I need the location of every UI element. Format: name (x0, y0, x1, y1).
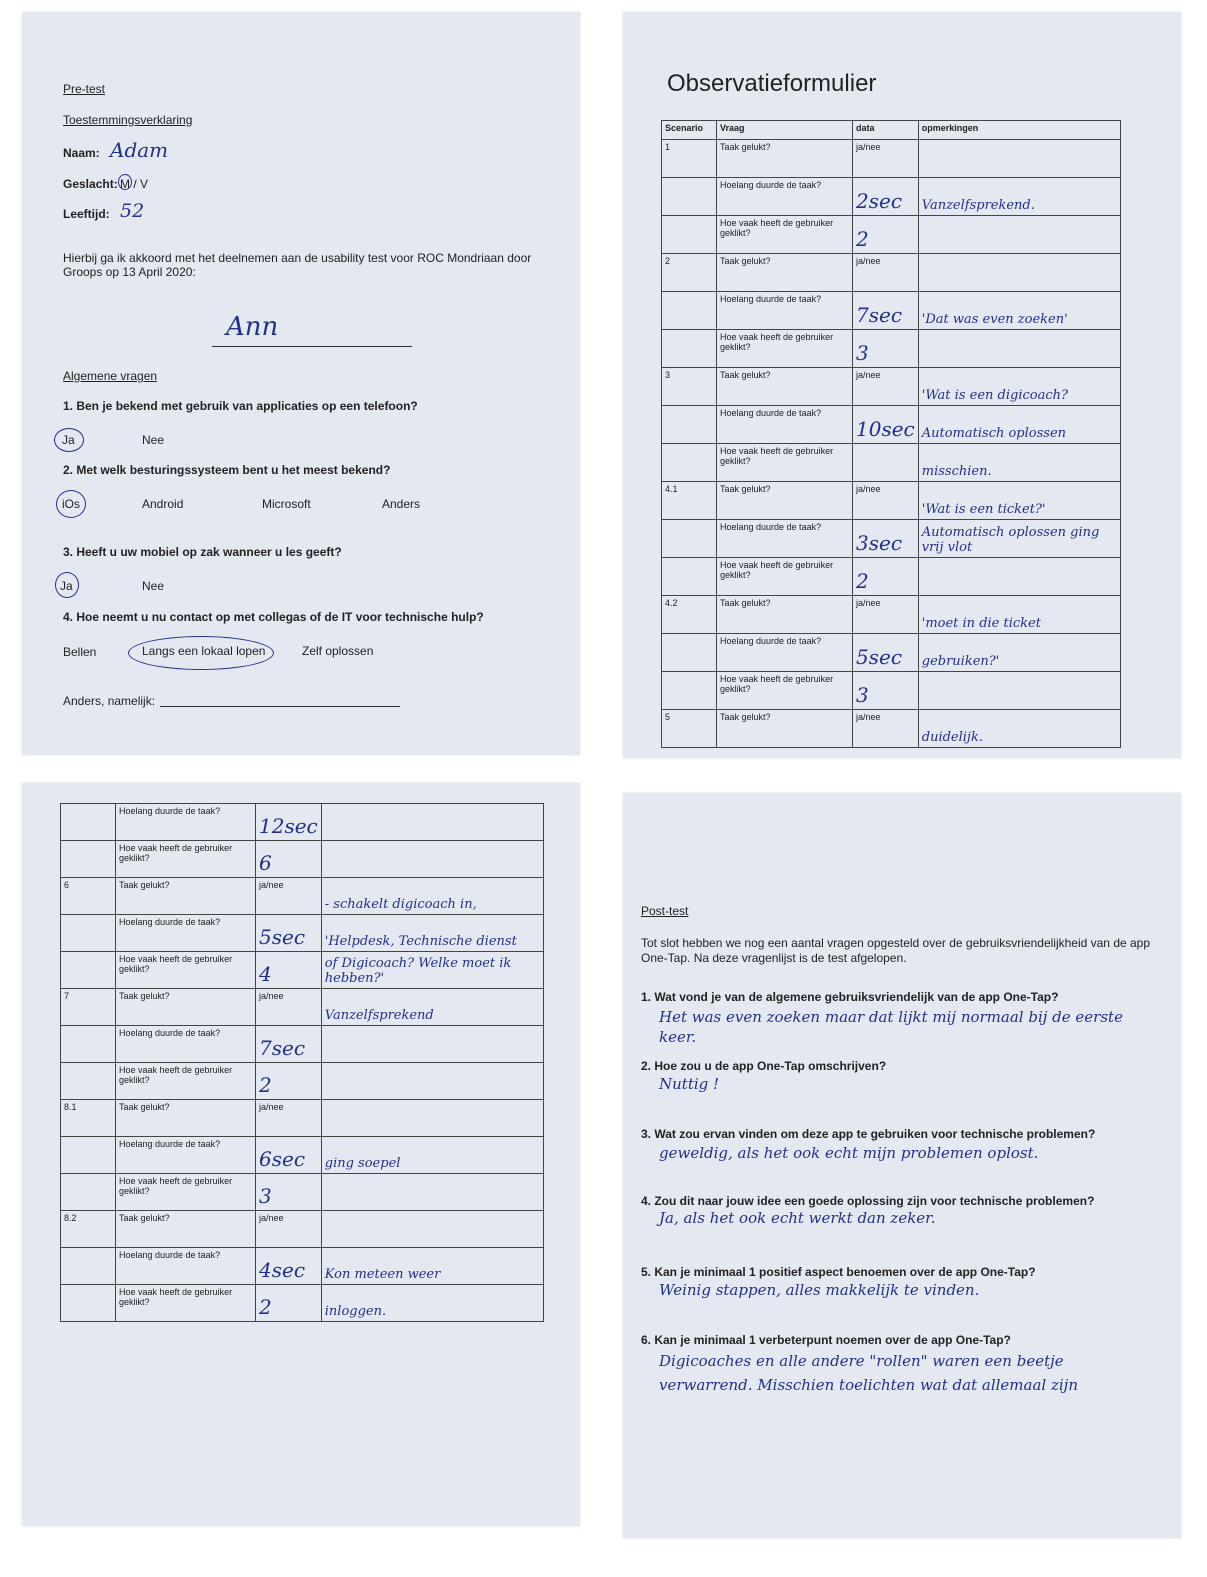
scenario-cell (61, 1137, 116, 1174)
scenario-cell: 3 (662, 368, 717, 406)
note-cell (321, 804, 543, 841)
data-cell: 2sec (853, 178, 919, 216)
table-row (61, 915, 544, 952)
q1-option-nee: Nee (142, 433, 165, 447)
question-cell: Hoe vaak heeft de gebruiker geklikt? (116, 841, 256, 878)
scenario-cell (662, 178, 717, 216)
scenario-cell: 1 (662, 140, 717, 178)
question-cell: Hoe vaak heeft de gebruiker geklikt? (717, 444, 853, 482)
header-data: data (853, 121, 919, 140)
observation-sheet (623, 12, 1181, 758)
table-row (662, 368, 1121, 406)
table-row (61, 952, 544, 989)
scenario-cell (662, 292, 717, 330)
table-row (61, 1285, 544, 1322)
data-cell: 6sec (256, 1137, 322, 1174)
q4-text: 4. Hoe neemt u nu contact op met collegas of de IT voor technische hulp? (63, 610, 484, 624)
note-cell (918, 140, 1120, 178)
data-cell: 2 (256, 1063, 322, 1100)
note-cell (321, 841, 543, 878)
note-cell: duidelijk. (918, 710, 1120, 748)
note-cell: Automatisch oplossen (918, 406, 1120, 444)
table-row (61, 1100, 544, 1137)
header-vraag: Vraag (717, 121, 853, 140)
data-cell: ja/nee (256, 1100, 322, 1137)
q4-option-zelf: Zelf oplossen (302, 644, 374, 658)
table-row (61, 841, 544, 878)
question-cell: Hoelang duurde de taak? (717, 520, 853, 558)
table-row (662, 216, 1121, 254)
scenario-cell (61, 804, 116, 841)
question-cell: Hoelang duurde de taak? (116, 1137, 256, 1174)
post-q6: 6. Kan je minimaal 1 verbeterpunt noemen over de app One-Tap? (641, 1333, 1011, 1347)
data-cell: 10sec (853, 406, 919, 444)
data-cell: ja/nee (256, 989, 322, 1026)
table-row (61, 878, 544, 915)
other-label: Anders, namelijk: (63, 694, 156, 708)
table-header-row (662, 121, 1121, 140)
gender-label: Geslacht: (63, 177, 118, 191)
q3-text: 3. Heeft u uw mobiel op zak wanneer u les geeft? (63, 545, 342, 559)
scenario-cell: 4.2 (662, 596, 717, 634)
post-a4: Ja, als het ook echt werkt dan zeker. (659, 1209, 936, 1227)
data-cell: 2 (256, 1285, 322, 1322)
consent-heading: Toestemmingsverklaring (63, 113, 193, 127)
scenario-cell: 8.2 (61, 1211, 116, 1248)
table-row (662, 482, 1121, 520)
note-cell (918, 330, 1120, 368)
scenario-cell (662, 558, 717, 596)
note-cell (321, 1100, 543, 1137)
table-row (662, 140, 1121, 178)
post-a5: Weinig stappen, alles makkelijk te vinden. (659, 1281, 980, 1299)
observation-table-continued (60, 803, 544, 1322)
data-cell: 5sec (256, 915, 322, 952)
question-cell: Hoelang duurde de taak? (116, 1026, 256, 1063)
question-cell: Taak gelukt? (116, 989, 256, 1026)
table-row (662, 634, 1121, 672)
table-row (61, 1174, 544, 1211)
gender-circle (118, 174, 132, 190)
observation-sheet-continued (22, 783, 580, 1526)
question-cell: Hoe vaak heeft de gebruiker geklikt? (116, 1285, 256, 1322)
gender-value: M / V (120, 177, 149, 191)
observation-table (661, 120, 1121, 748)
post-a3: geweldig, als het ook echt mijn problemen oplost. (659, 1144, 1039, 1162)
data-cell: 4sec (256, 1248, 322, 1285)
posttest-sheet (623, 793, 1181, 1538)
data-cell: ja/nee (853, 596, 919, 634)
post-a6: Digicoaches en alle andere "rollen" waren een beetje verwarrend. Misschien toelichten wat dat allemaal zijn (659, 1352, 1078, 1394)
note-cell (918, 216, 1120, 254)
scenario-cell: 5 (662, 710, 717, 748)
name-label: Naam: (63, 146, 100, 160)
data-cell: 2 (853, 558, 919, 596)
pretest-heading: Pre-test (63, 82, 106, 96)
question-cell: Hoelang duurde de taak? (717, 634, 853, 672)
agreement-text: Hierbij ga ik akkoord met het deelnemen aan de usability test voor ROC Mondriaan door Groops op 13 April 2020: (63, 251, 532, 279)
post-a1: Het was even zoeken maar dat lijkt mij normaal bij de eerste keer. (659, 1008, 1123, 1046)
data-cell: 7sec (853, 292, 919, 330)
question-cell: Taak gelukt? (717, 140, 853, 178)
question-cell: Hoelang duurde de taak? (116, 915, 256, 952)
data-cell: ja/nee (853, 710, 919, 748)
question-cell: Hoelang duurde de taak? (116, 1248, 256, 1285)
table-row (662, 254, 1121, 292)
table-row (662, 444, 1121, 482)
note-cell (321, 1174, 543, 1211)
data-cell: 3 (853, 672, 919, 710)
note-cell: Kon meteen weer (321, 1248, 543, 1285)
q2-text: 2. Met welk besturingssysteem bent u het meest bekend? (63, 463, 391, 477)
header-scenario: Scenario (662, 121, 717, 140)
q2-option-anders: Anders (382, 497, 421, 511)
question-cell: Hoelang duurde de taak? (717, 292, 853, 330)
header-opmerkingen: opmerkingen (918, 121, 1120, 140)
scenario-cell (662, 634, 717, 672)
data-cell: ja/nee (256, 1211, 322, 1248)
pretest-sheet (22, 12, 580, 755)
table-row (662, 710, 1121, 748)
scenario-cell (662, 330, 717, 368)
posttest-intro: Tot slot hebben we nog een aantal vragen opgesteld over de gebruiksvriendelijkheid van de app One-Tap. Na deze vragenlijst is de test afgelopen. (641, 936, 1151, 965)
scenario-cell (61, 1026, 116, 1063)
scenario-cell (662, 672, 717, 710)
data-cell: 12sec (256, 804, 322, 841)
data-cell: ja/nee (853, 368, 919, 406)
scenario-cell (662, 216, 717, 254)
table-row (662, 672, 1121, 710)
note-cell (321, 1026, 543, 1063)
table-row (662, 330, 1121, 368)
scenario-cell (61, 1285, 116, 1322)
table-row (61, 989, 544, 1026)
scenario-cell: 2 (662, 254, 717, 292)
data-cell: 3 (256, 1174, 322, 1211)
q1-option-ja: Ja (62, 433, 75, 447)
note-cell (918, 254, 1120, 292)
age-label: Leeftijd: (63, 207, 110, 221)
question-cell: Hoe vaak heeft de gebruiker geklikt? (116, 952, 256, 989)
question-cell: Taak gelukt? (116, 1100, 256, 1137)
signature: Ann (226, 312, 279, 342)
table-row (662, 520, 1121, 558)
post-q3: 3. Wat zou ervan vinden om deze app te gebruiken voor technische problemen? (641, 1127, 1096, 1141)
note-cell: 'Wat is een ticket?' (918, 482, 1120, 520)
question-cell: Taak gelukt? (717, 596, 853, 634)
question-cell: Hoe vaak heeft de gebruiker geklikt? (717, 216, 853, 254)
table-row (61, 1063, 544, 1100)
table-row (61, 804, 544, 841)
question-cell: Hoe vaak heeft de gebruiker geklikt? (717, 672, 853, 710)
post-q4: 4. Zou dit naar jouw idee een goede oplossing zijn voor technische problemen? (641, 1194, 1095, 1208)
question-cell: Hoelang duurde de taak? (717, 406, 853, 444)
table-row (61, 1211, 544, 1248)
note-cell: 'moet in die ticket (918, 596, 1120, 634)
name-value: Adam (110, 138, 169, 162)
question-cell: Taak gelukt? (717, 368, 853, 406)
posttest-heading: Post-test (641, 904, 689, 918)
scenario-cell (61, 1174, 116, 1211)
scenario-cell (61, 1248, 116, 1285)
table-row (662, 178, 1121, 216)
scenario-cell (61, 1063, 116, 1100)
data-cell: 7sec (256, 1026, 322, 1063)
age-value: 52 (120, 200, 145, 222)
note-cell: ging soepel (321, 1137, 543, 1174)
scenario-cell (662, 406, 717, 444)
data-cell: 2 (853, 216, 919, 254)
note-cell (918, 558, 1120, 596)
scenario-cell (61, 841, 116, 878)
post-q1: 1. Wat vond je van de algemene gebruiksvriendelijk van de app One-Tap? (641, 990, 1059, 1004)
data-cell: 5sec (853, 634, 919, 672)
data-cell (853, 444, 919, 482)
general-heading: Algemene vragen (63, 369, 158, 383)
data-cell: 3 (853, 330, 919, 368)
post-q5: 5. Kan je minimaal 1 positief aspect benoemen over de app One-Tap? (641, 1265, 1036, 1279)
question-cell: Taak gelukt? (116, 1211, 256, 1248)
q2-option-android: Android (142, 497, 184, 511)
q2-option-microsoft: Microsoft (262, 497, 311, 511)
data-cell: 4 (256, 952, 322, 989)
question-cell: Hoelang duurde de taak? (717, 178, 853, 216)
scenario-cell (662, 444, 717, 482)
table-row (662, 558, 1121, 596)
scenario-cell: 7 (61, 989, 116, 1026)
note-cell: - schakelt digicoach in, (321, 878, 543, 915)
question-cell: Hoe vaak heeft de gebruiker geklikt? (116, 1174, 256, 1211)
other-line (160, 706, 400, 707)
data-cell: 3sec (853, 520, 919, 558)
question-cell: Taak gelukt? (116, 878, 256, 915)
scenario-cell (662, 520, 717, 558)
scenario-cell (61, 915, 116, 952)
observation-title: Observatieformulier (667, 70, 877, 97)
table-row (61, 1248, 544, 1285)
data-cell: ja/nee (853, 140, 919, 178)
table-row (662, 596, 1121, 634)
note-cell: Automatisch oplossen ging vrij vlot (918, 520, 1120, 558)
question-cell: Taak gelukt? (717, 254, 853, 292)
note-cell: gebruiken?' (918, 634, 1120, 672)
note-cell (321, 1211, 543, 1248)
signature-line (212, 346, 412, 347)
table-row (61, 1137, 544, 1174)
q3-option-nee: Nee (142, 579, 165, 593)
note-cell: Vanzelfsprekend (321, 989, 543, 1026)
q4-option-bellen: Bellen (63, 645, 97, 659)
note-cell: 'Wat is een digicoach? (918, 368, 1120, 406)
data-cell: ja/nee (256, 878, 322, 915)
note-cell (918, 672, 1120, 710)
note-cell (321, 1063, 543, 1100)
question-cell: Hoelang duurde de taak? (116, 804, 256, 841)
question-cell: Taak gelukt? (717, 482, 853, 520)
question-cell: Hoe vaak heeft de gebruiker geklikt? (717, 558, 853, 596)
table-row (662, 292, 1121, 330)
data-cell: ja/nee (853, 482, 919, 520)
note-cell: 'Helpdesk, Technische dienst (321, 915, 543, 952)
note-cell: inloggen. (321, 1285, 543, 1322)
table-row (662, 406, 1121, 444)
note-cell: Vanzelfsprekend. (918, 178, 1120, 216)
post-a2: Nuttig ! (659, 1075, 720, 1093)
scenario-cell (61, 952, 116, 989)
q1-text: 1. Ben je bekend met gebruik van applicaties op een telefoon? (63, 399, 418, 413)
scenario-cell: 4.1 (662, 482, 717, 520)
scenario-cell: 6 (61, 878, 116, 915)
table-row (61, 1026, 544, 1063)
q3-option-ja: Ja (60, 579, 73, 593)
q2-option-ios: iOs (62, 497, 80, 511)
note-cell: 'Dat was even zoeken' (918, 292, 1120, 330)
q4-option-langs: Langs een lokaal lopen (142, 644, 266, 658)
question-cell: Hoe vaak heeft de gebruiker geklikt? (717, 330, 853, 368)
data-cell: 6 (256, 841, 322, 878)
note-cell: misschien. (918, 444, 1120, 482)
question-cell: Hoe vaak heeft de gebruiker geklikt? (116, 1063, 256, 1100)
post-q2: 2. Hoe zou u de app One-Tap omschrijven? (641, 1059, 887, 1073)
data-cell: ja/nee (853, 254, 919, 292)
note-cell: of Digicoach? Welke moet ik hebben?' (321, 952, 543, 989)
question-cell: Taak gelukt? (717, 710, 853, 748)
scenario-cell: 8.1 (61, 1100, 116, 1137)
